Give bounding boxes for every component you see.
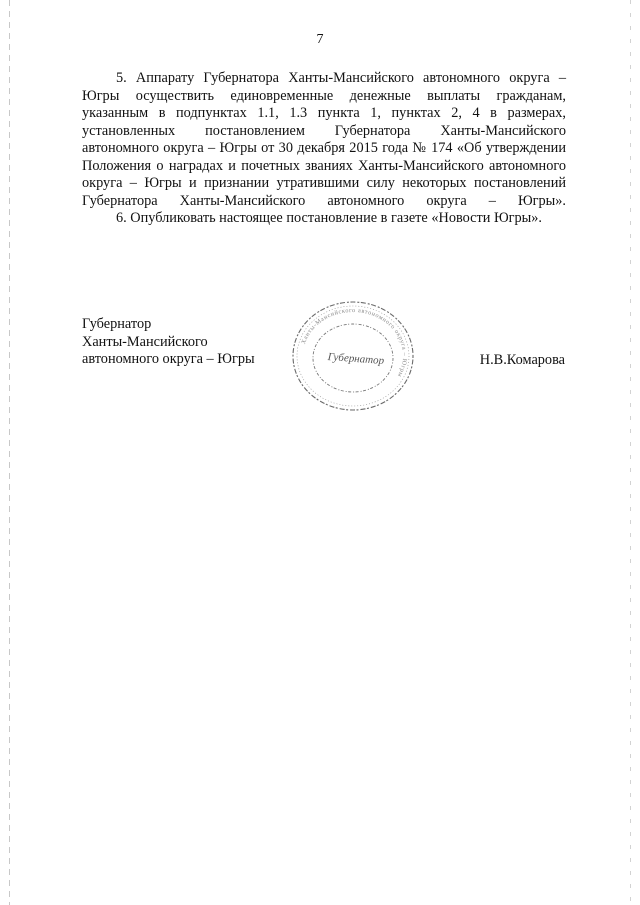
seal-ring-text: Ханты-Мансийского автономного округа – Югры: [300, 306, 409, 379]
seal-center-text: Губернатор: [327, 351, 385, 367]
paragraph-5: [82, 70, 566, 210]
text-line: гражданам, указанным в подпунктах 1.1, 1.3 пункта 1, пунктах 2, 4: [82, 87, 567, 121]
text-line: № 174 «Об утверждении Положения о наградах и почетных званиях: [82, 140, 566, 174]
document-body: [82, 70, 566, 228]
signatory-title: [82, 316, 255, 369]
text-line: в размерах, установленных постановлением Губернатора: [82, 105, 566, 139]
text-line: 5. Аппарату Губернатора Ханты-Мансийского автономного: [116, 70, 501, 86]
scan-edge-left: [9, 0, 10, 905]
text-line: Ханты-Мансийского автономного округа – Югры и признании: [82, 157, 567, 191]
text-line: Югры».: [493, 210, 542, 226]
page-number: 7: [316, 32, 324, 47]
signatory-title-line: Губернатор: [82, 316, 152, 332]
signatory-title-line: Ханты-Мансийского: [82, 333, 208, 350]
text-line: Ханты-Мансийского автономного округа – Югры».: [179, 192, 566, 209]
text-line: Ханты-Мансийского автономного округа – Югры от 30 декабря 2015 года: [82, 122, 566, 156]
official-seal-stamp: [288, 296, 418, 416]
paragraph-6: [82, 210, 566, 228]
signatory-name: Н.В.Комарова: [479, 352, 565, 368]
text-line: утратившими силу некоторых постановлений Губернатора: [82, 175, 567, 209]
text-line: округа – Югры осуществить единовременные денежные выплаты: [82, 70, 567, 104]
signatory-title-line: автономного округа – Югры: [82, 351, 255, 367]
scan-edge-right: [630, 0, 631, 905]
text-line: 6. Опубликовать настоящее постановление в газете «Новости: [116, 210, 491, 226]
